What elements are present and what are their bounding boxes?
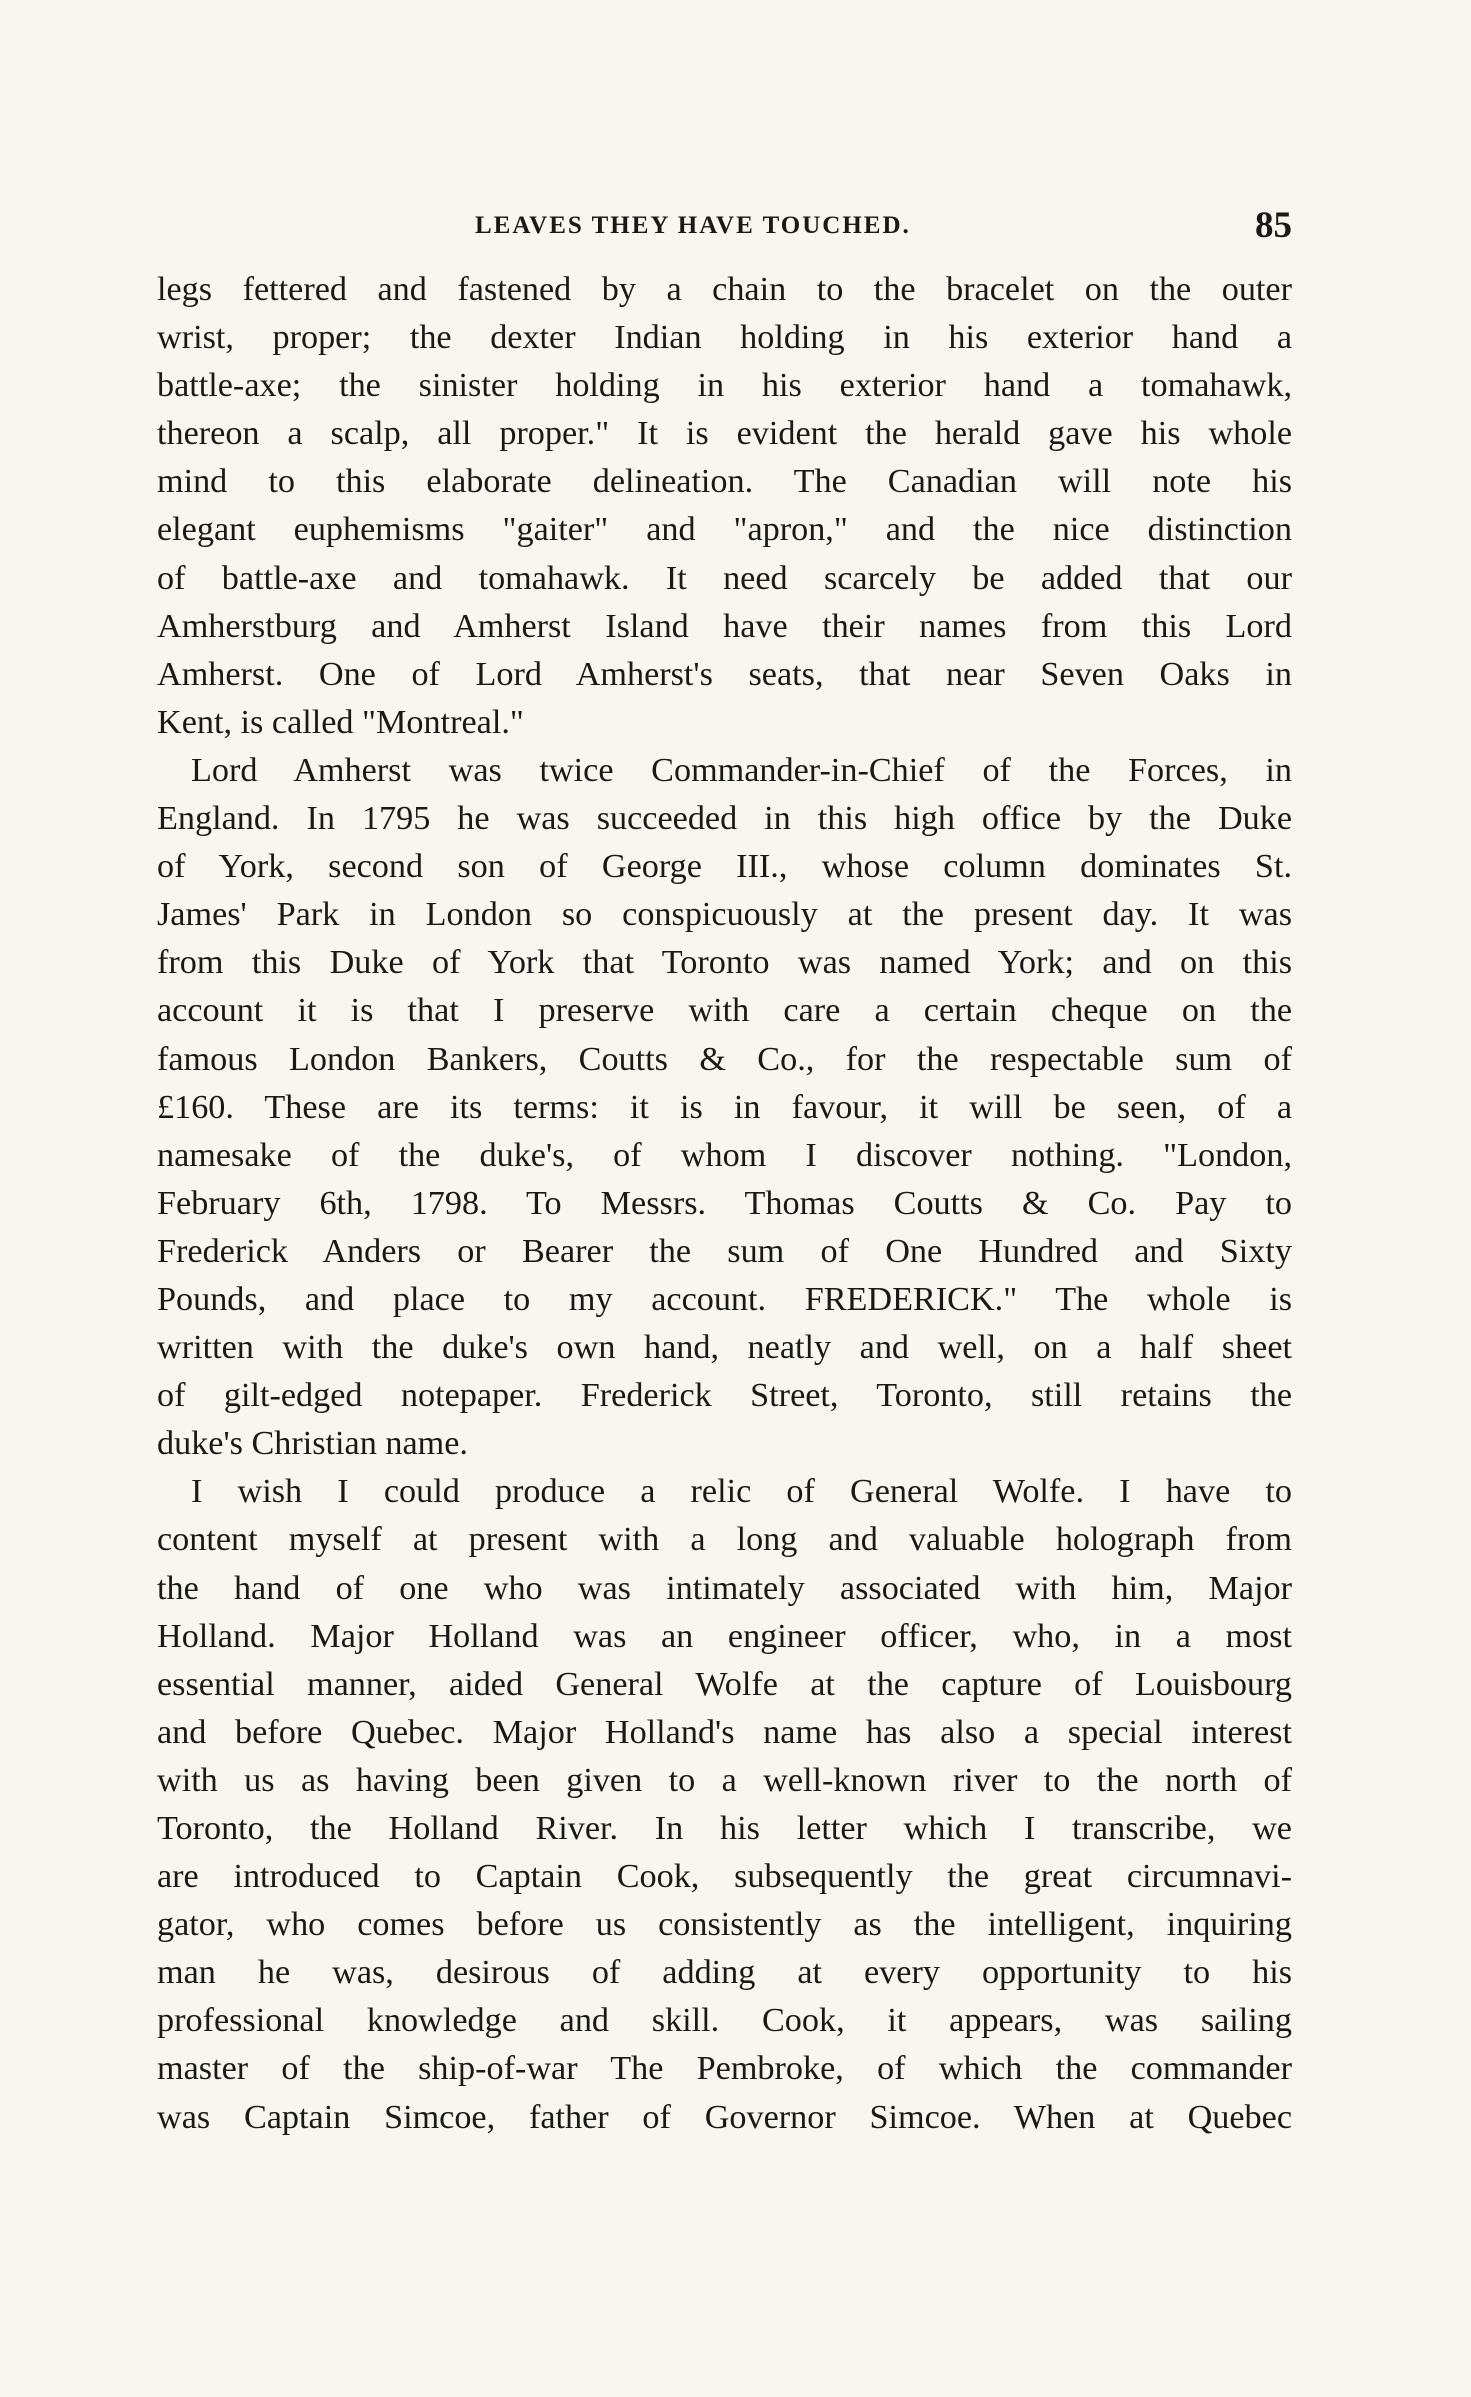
text-line: duke's Christian name. — [157, 1425, 468, 1463]
running-head: LEAVES THEY HAVE TOUCHED. — [475, 212, 911, 239]
text-line: of York, second son of George III., whose column dominates St. — [157, 848, 1292, 886]
text-line: the hand of one who was intimately associated with him, Major — [157, 1569, 1292, 1607]
text-line: account it is that I preserve with care a certain cheque on the — [157, 992, 1292, 1030]
text-line: Kent, is called "Montreal." — [157, 703, 524, 741]
text-line: legs fettered and fastened by a chain to the bracelet on the outer — [157, 271, 1292, 308]
text-line: elegant euphemisms "gaiter" and "apron," and the nice distinction — [157, 511, 1292, 549]
text-line: I wish I could produce a relic of General Wolfe. I have to — [191, 1473, 1292, 1511]
text-line: mind to this elaborate delineation. The Canadian will note his — [157, 463, 1292, 501]
text-line: namesake of the duke's, of whom I discover nothing. "London, — [157, 1136, 1292, 1174]
text-line: master of the ship-of-war The Pembroke, of which the commander — [157, 2050, 1292, 2088]
text-line: wrist, proper; the dexter Indian holding in his exterior hand a — [157, 319, 1292, 357]
page-header — [157, 204, 1292, 264]
text-line: Pounds, and place to my account. FREDERICK." The whole is — [157, 1280, 1292, 1318]
text-line: Amherst. One of Lord Amherst's seats, that near Seven Oaks in — [157, 655, 1292, 693]
text-line: £160. These are its terms: it is in favour, it will be seen, of a — [157, 1088, 1292, 1126]
page-number: 85 — [1255, 205, 1292, 246]
text-line: James' Park in London so conspicuously at the present day. It was — [157, 896, 1292, 934]
text-line: are introduced to Captain Cook, subsequently the great circumnavi- — [157, 1858, 1292, 1896]
text-line: famous London Bankers, Coutts & Co., for the respectable sum of — [157, 1040, 1292, 1078]
text-line: Toronto, the Holland River. In his letter which I transcribe, we — [157, 1810, 1292, 1847]
text-line: Amherstburg and Amherst Island have their names from this Lord — [157, 607, 1292, 645]
text-line: Holland. Major Holland was an engineer officer, who, in a most — [157, 1617, 1292, 1655]
text-line: and before Quebec. Major Holland's name has also a special interest — [157, 1713, 1292, 1751]
text-line: Lord Amherst was twice Commander-in-Chief of the Forces, in — [191, 751, 1292, 789]
text-line: of gilt-edged notepaper. Frederick Street, Toronto, still retains the — [157, 1377, 1292, 1415]
body-text — [157, 266, 1292, 2142]
text-line: professional knowledge and skill. Cook, it appears, was sailing — [157, 2002, 1292, 2040]
text-line: from this Duke of York that Toronto was named York; and on this — [157, 944, 1292, 982]
text-line: England. In 1795 he was succeeded in this high office by the Duke — [157, 800, 1292, 838]
text-line: man he was, desirous of adding at every opportunity to his — [157, 1954, 1292, 1992]
text-line: was Captain Simcoe, father of Governor Simcoe. When at Quebec — [157, 2098, 1292, 2136]
text-line: with us as having been given to a well-known river to the north of — [157, 1761, 1292, 1799]
text-line: thereon a scalp, all proper." It is evident the herald gave his whole — [157, 415, 1292, 453]
text-line: February 6th, 1798. To Messrs. Thomas Coutts & Co. Pay to — [157, 1184, 1292, 1222]
text-line: written with the duke's own hand, neatly and well, on a half sheet — [157, 1329, 1292, 1367]
text-line: of battle-axe and tomahawk. It need scarcely be added that our — [157, 559, 1292, 597]
text-line: essential manner, aided General Wolfe at the capture of Louisbourg — [157, 1665, 1292, 1703]
text-line: gator, who comes before us consistently as the intelligent, inquiring — [157, 1906, 1292, 1944]
text-line: Frederick Anders or Bearer the sum of One Hundred and Sixty — [157, 1232, 1292, 1270]
text-line: content myself at present with a long and valuable holograph from — [157, 1521, 1292, 1559]
text-line: battle-axe; the sinister holding in his exterior hand a tomahawk, — [157, 367, 1292, 405]
